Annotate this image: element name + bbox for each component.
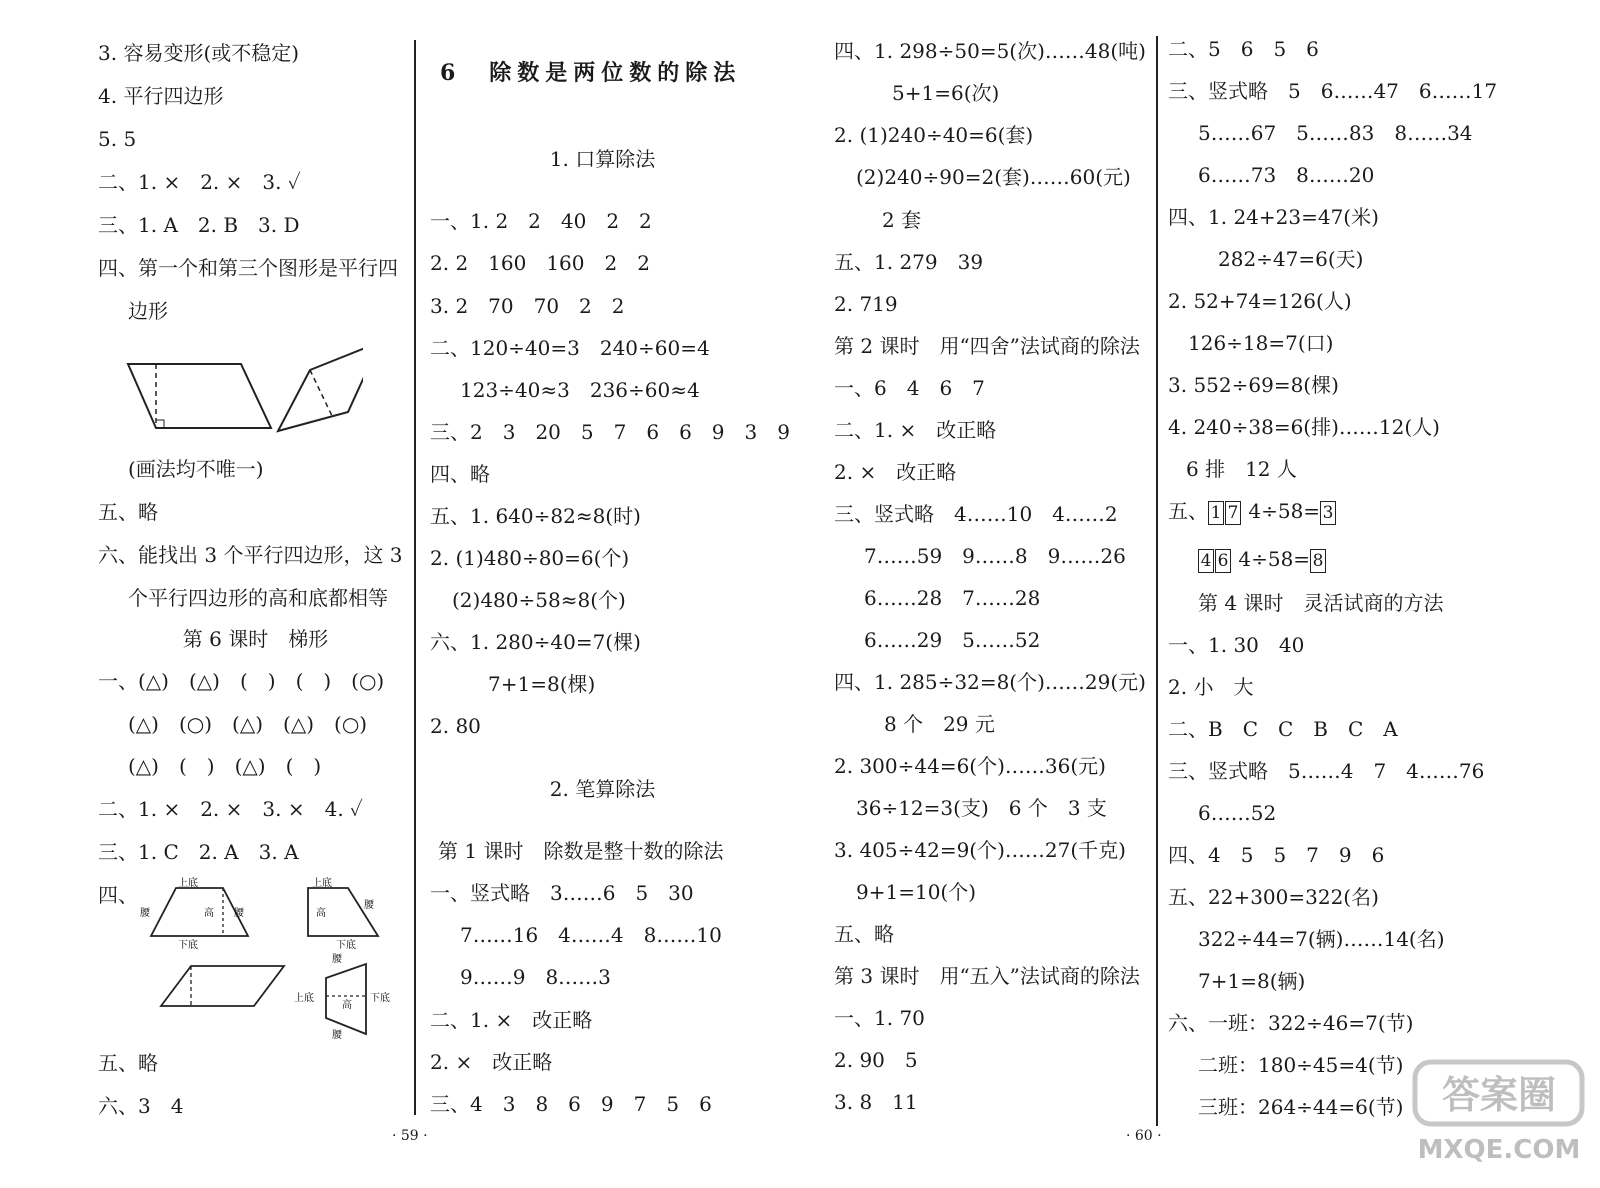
answer-line: 3. 552÷69=8(棵) xyxy=(1168,373,1339,397)
equation-text: 4÷58= xyxy=(1248,499,1321,523)
answer-line: 5+1=6(次) xyxy=(892,81,1000,105)
answer-line: 2. 719 xyxy=(834,292,898,316)
answer-line: 2. 90 5 xyxy=(834,1048,918,1072)
answer-column-3 xyxy=(834,28,1154,1128)
answer-line: 126÷18=7(口) xyxy=(1188,331,1334,355)
section-heading: 2. 笔算除法 xyxy=(549,777,656,801)
answer-line: 7……16 4……4 8……10 xyxy=(460,923,722,947)
answer-column-4 xyxy=(1168,28,1498,1128)
digit-box: 8 xyxy=(1310,549,1326,573)
answer-line: 五、1. 640÷82≈8(时) xyxy=(430,504,641,528)
trap-label: 腰 xyxy=(332,954,342,965)
answer-line: 3. 8 11 xyxy=(834,1090,918,1114)
answer-line: 2. 80 xyxy=(430,714,481,738)
trap-label: 腰 xyxy=(364,900,374,911)
digit-box: 7 xyxy=(1225,501,1241,525)
answer-line: 五、略 xyxy=(98,500,158,524)
answer-line: 6……28 7……28 xyxy=(864,586,1041,610)
answer-line: 2. (1)480÷80=6(个) xyxy=(430,546,630,570)
answer-line: (△) ( ) (△) ( ) xyxy=(128,754,322,778)
digit-box-equation xyxy=(1198,546,1327,573)
lesson-heading: 第 3 课时 用“五入”法试商的除法 xyxy=(834,964,1140,988)
parallelogram-figures xyxy=(123,338,363,448)
answer-line: 3. 2 70 70 2 2 xyxy=(430,294,625,318)
answer-line: 四、4 5 5 7 9 6 xyxy=(1168,843,1385,867)
answer-line: 二、1. × 改正略 xyxy=(834,418,997,442)
answer-line: 3. 405÷42=9(个)……27(千克) xyxy=(834,838,1126,862)
watermark-url: MXQE.COM xyxy=(1417,1135,1581,1165)
answer-line: 4. 平行四边形 xyxy=(98,84,224,108)
answer-line: 一、1. 70 xyxy=(834,1006,925,1030)
answer-line: 7+1=8(棵) xyxy=(488,672,596,696)
section-heading: 1. 口算除法 xyxy=(549,147,656,171)
answer-line: 五、22+300=322(名) xyxy=(1168,885,1379,909)
right-page xyxy=(800,0,1600,1188)
answer-line: 6……52 xyxy=(1198,801,1277,825)
answer-line: 二、5 6 5 6 xyxy=(1168,37,1319,61)
answer-line: 四、1. 298÷50=5(次)……48(吨) xyxy=(834,39,1146,63)
answer-line: 5……67 5……83 8……34 xyxy=(1198,121,1473,145)
answer-line: 7+1=8(辆) xyxy=(1198,969,1306,993)
answer-line: 一、(△) (△) ( ) ( ) (○) xyxy=(98,669,385,693)
answer-line: 三、竖式略 4……10 4……2 xyxy=(834,502,1118,526)
answer-line: 一、1. 30 40 xyxy=(1168,633,1305,657)
answer-line: 六、3 4 xyxy=(98,1094,184,1118)
trap-label: 下底 xyxy=(178,940,198,951)
digit-box: 4 xyxy=(1198,549,1214,573)
answer-line: 5. 5 xyxy=(98,127,137,151)
answer-line: 282÷47=6(天) xyxy=(1218,247,1364,271)
trap-label: 高 xyxy=(204,908,214,919)
answer-line: 五、1. 279 39 xyxy=(834,250,984,274)
answer-line: 2. (1)240÷40=6(套) xyxy=(834,123,1034,147)
answer-line: 8 个 29 元 xyxy=(884,712,995,736)
watermark-logo xyxy=(1411,1058,1586,1168)
column-divider xyxy=(414,40,416,1115)
lesson-heading: 第 6 课时 梯形 xyxy=(182,627,329,651)
digit-box: 6 xyxy=(1215,549,1231,573)
answer-line: 五、略 xyxy=(98,1051,158,1075)
trapezoid-figures xyxy=(126,876,416,1046)
answer-line: 2. 小 大 xyxy=(1168,675,1254,699)
trap-label: 下底 xyxy=(336,940,356,951)
digit-box: 3 xyxy=(1320,501,1336,525)
watermark-text: 答案圈 xyxy=(1441,1073,1557,1117)
page-number-right: · 60 · xyxy=(1126,1128,1162,1144)
answer-line: 四、1. 24+23=47(米) xyxy=(1168,205,1379,229)
answer-line: 6 排 12 人 xyxy=(1186,457,1297,481)
digit-box-equation xyxy=(1168,498,1337,525)
answer-line: 2. 300÷44=6(个)……36(元) xyxy=(834,754,1106,778)
answer-line: 二、1. × 2. × 3. × 4. ✓ xyxy=(98,797,363,821)
answer-line: 五、略 xyxy=(834,922,894,946)
answer-line: 6……73 8……20 xyxy=(1198,163,1375,187)
trap-label: 上底 xyxy=(178,878,198,889)
trap-label: 腰 xyxy=(332,1030,342,1041)
equation-text: 4÷58= xyxy=(1238,547,1311,571)
trap-label: 上底 xyxy=(312,878,332,889)
trap-label: 上底 xyxy=(294,993,314,1004)
answer-line: 123÷40≈3 236÷60≈4 xyxy=(460,378,700,402)
column-divider xyxy=(1156,36,1158,1126)
digit-box: 1 xyxy=(1208,501,1224,525)
answer-line: 四、第一个和第三个图形是平行四 xyxy=(98,256,398,280)
answer-line: 2. 52+74=126(人) xyxy=(1168,289,1352,313)
answer-line: 9……9 8……3 xyxy=(460,965,611,989)
answer-line: (△) (○) (△) (△) (○) xyxy=(128,712,368,736)
answer-line: 一、竖式略 3……6 5 30 xyxy=(430,881,694,905)
answer-line: 7……59 9……8 9……26 xyxy=(864,544,1126,568)
answer-column-1 xyxy=(98,28,413,1128)
answer-line: 2. × 改正略 xyxy=(834,460,957,484)
answer-line: 三、4 3 8 6 9 7 5 6 xyxy=(430,1092,712,1116)
answer-line: 六、能找出 3 个平行四边形，这 3 xyxy=(98,543,403,567)
answer-line: 三、竖式略 5……4 7 4……76 xyxy=(1168,759,1485,783)
answer-line: 一、1. 2 2 40 2 2 xyxy=(430,209,652,233)
answer-line: 四、1. 285÷32=8(个)……29(元) xyxy=(834,670,1146,694)
answer-line: 六、一班：322÷46=7(节) xyxy=(1168,1011,1414,1035)
answer-prefix: 五、 xyxy=(1168,499,1208,523)
answer-line: 二、120÷40=3 240÷60=4 xyxy=(430,336,710,360)
answer-line: 边形 xyxy=(128,299,168,323)
trap-label: 高 xyxy=(342,1000,352,1011)
answer-line: 4. 240÷38=6(排)……12(人) xyxy=(1168,415,1440,439)
answer-line: 322÷44=7(辆)……14(名) xyxy=(1198,927,1445,951)
answer-line: 四、 xyxy=(98,883,138,907)
answer-column-2 xyxy=(430,28,790,1128)
lesson-heading: 第 2 课时 用“四舍”法试商的除法 xyxy=(834,334,1140,358)
answer-line: 六、1. 280÷40=7(棵) xyxy=(430,630,641,654)
answer-line: 个平行四边形的高和底都相等 xyxy=(128,586,388,610)
answer-line: 二、1. × 2. × 3. ✓ xyxy=(98,170,301,194)
trap-label: 高 xyxy=(316,908,326,919)
answer-line: 2. 2 160 160 2 2 xyxy=(430,251,650,275)
answer-line: 6……29 5……52 xyxy=(864,628,1041,652)
answer-line: 三、2 3 20 5 7 6 6 9 3 9 xyxy=(430,420,790,444)
answer-line: 三班：264÷44=6(节) xyxy=(1198,1095,1404,1119)
answer-line: 二班：180÷45=4(节) xyxy=(1198,1053,1404,1077)
answer-line: 三、竖式略 5 6……47 6……17 xyxy=(1168,79,1498,103)
answer-line: 三、1. A 2. B 3. D xyxy=(98,213,300,237)
answer-line: 三、1. C 2. A 3. A xyxy=(98,840,299,864)
lesson-heading: 第 4 课时 灵活试商的方法 xyxy=(1198,591,1444,615)
answer-line: 二、B C C B C A xyxy=(1168,717,1398,741)
answer-line: 四、略 xyxy=(430,462,490,486)
answer-line: (2)240÷90=2(套)……60(元) xyxy=(856,165,1131,189)
answer-line: 9+1=10(个) xyxy=(856,880,977,904)
answer-line: 一、6 4 6 7 xyxy=(834,376,985,400)
trap-label: 腰 xyxy=(140,908,150,919)
page-number-left: · 59 · xyxy=(392,1128,428,1144)
answer-line: 2 套 xyxy=(882,208,922,232)
answer-line: 3. 容易变形(或不稳定) xyxy=(98,41,300,65)
trap-label: 腰 xyxy=(234,908,244,919)
answer-line: 2. × 改正略 xyxy=(430,1050,553,1074)
trap-label: 下底 xyxy=(370,993,390,1004)
answer-line: (画法均不唯一) xyxy=(128,457,264,481)
answer-line: 二、1. × 改正略 xyxy=(430,1008,593,1032)
answer-line: 36÷12=3(支) 6 个 3 支 xyxy=(856,796,1107,820)
lesson-heading: 第 1 课时 除数是整十数的除法 xyxy=(438,839,724,863)
chapter-title: 6 除数是两位数的除法 xyxy=(440,60,742,86)
answer-line: (2)480÷58≈8(个) xyxy=(452,588,626,612)
